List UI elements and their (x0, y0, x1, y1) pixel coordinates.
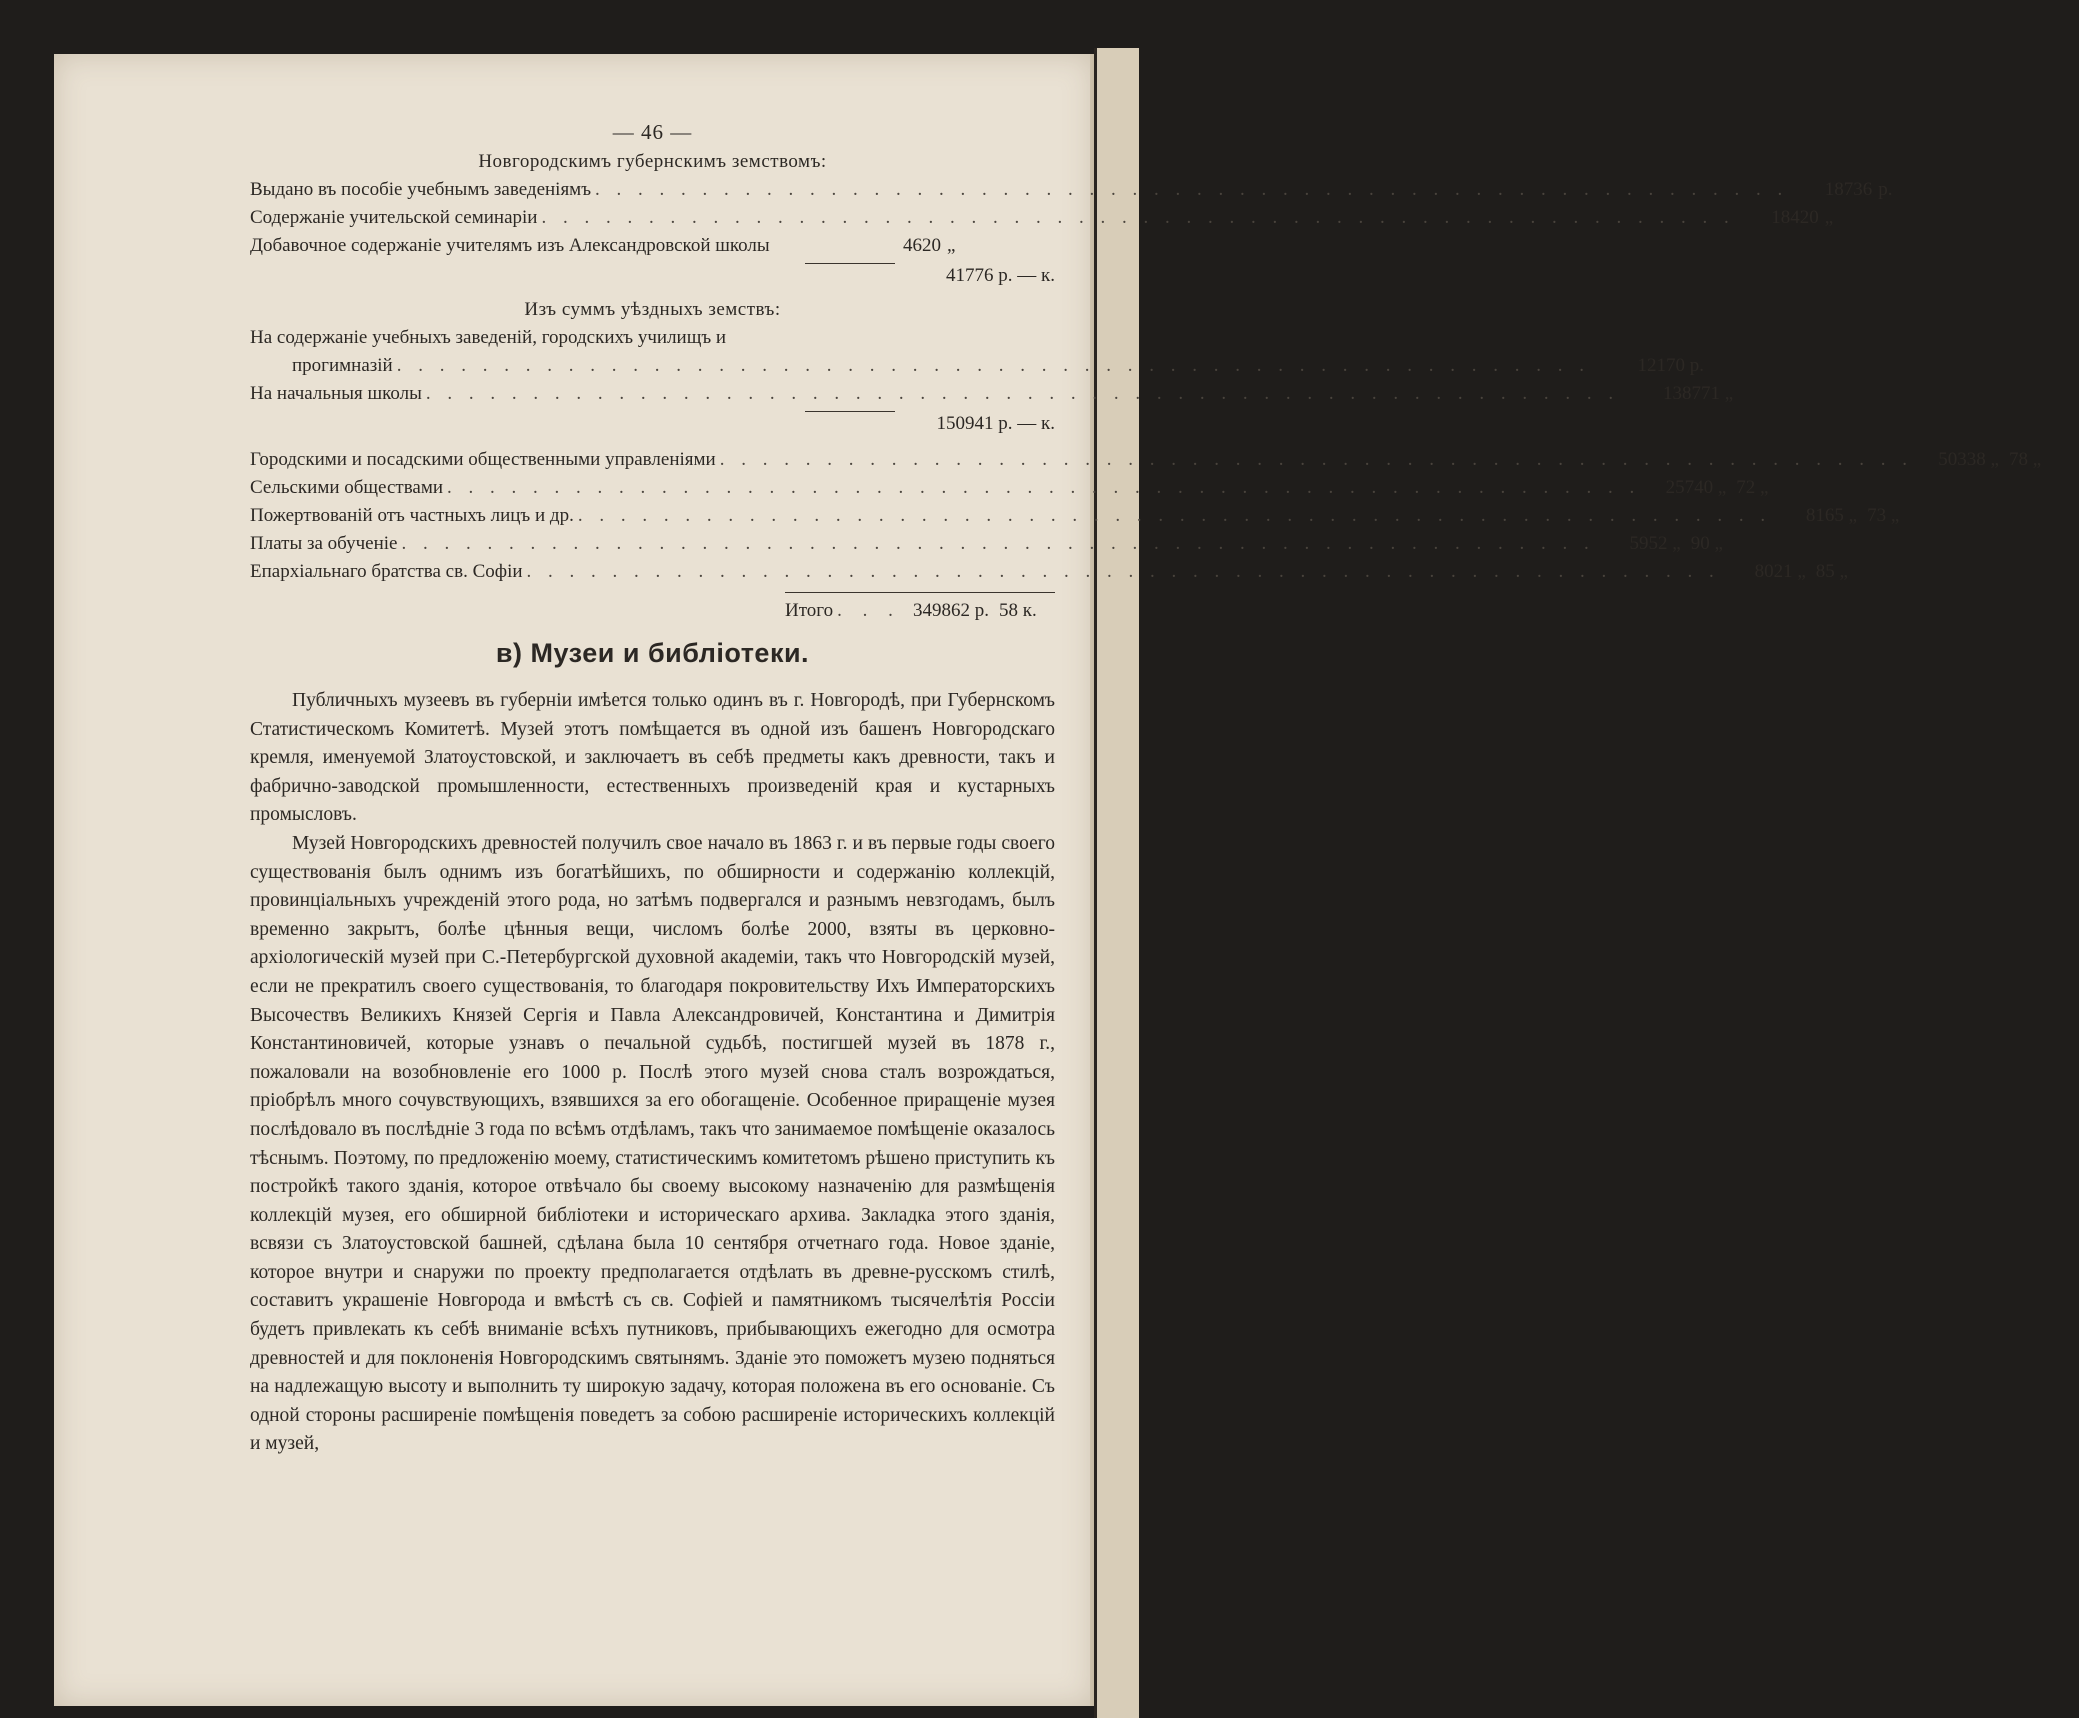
row-suffix: р. (1878, 179, 1893, 200)
grand-total-rule (785, 592, 1055, 593)
grand-total-row (250, 597, 1055, 625)
row-label: Содержаніе учительской семинаріи (250, 207, 538, 228)
row-amount: 5952 „ (1629, 533, 1681, 554)
row-label: прогимназій (292, 355, 393, 376)
leader-dots: . . . . . . . . . . . . . . . . . . . . . . . . . . . . . . . . . . . . . . . . . . . . . . . . . . . . . . . . (719, 449, 1913, 470)
leader-dots: . . . . . . . . . . . . . . . . . . . . . . . . . . . . . . . . . . . . . . . . . . . . . . . . . . . . . . . . (447, 477, 1641, 498)
row-kop: 78 „ (2008, 449, 2042, 470)
row-amount: 8021 „ (1754, 561, 1806, 582)
section2-row (250, 380, 1734, 408)
row-label: На начальныя школы (250, 383, 422, 404)
row-kop: 73 „ (1867, 505, 1900, 526)
section1-row (250, 232, 1055, 260)
adjacent-page-edge (1094, 48, 1139, 1718)
grand-total-kop: 58 к. (999, 600, 1037, 621)
row-amount: 18736 (1824, 179, 1873, 200)
leader-dots: . . . . . . . . . . . . . . . . . . . . . . . . . . . . . . . . . . . . . . . . . . . . . . . . . . . . . . . . (401, 533, 1595, 554)
page-number: — 46 — (612, 120, 693, 144)
row-label: Платы за обученіе (250, 533, 398, 554)
row-kop: 90 „ (1690, 533, 1723, 554)
sum-rule (805, 411, 895, 412)
row-kop: 72 „ (1736, 477, 1769, 498)
row-label: Выдано въ пособіе учебнымъ заведеніямъ (250, 179, 592, 200)
section2-total: 150941 р. — к. (936, 413, 1055, 434)
section2-total-line (250, 408, 1055, 438)
row-label: Городскими и посадскими общественными управленіями (250, 449, 716, 470)
leader-dots: . . . (837, 600, 901, 621)
row-amount: 12170 р. (1637, 355, 1704, 376)
section1-total: 41776 р. — к. (946, 265, 1055, 286)
row-amount: 4620 (903, 235, 941, 256)
body-paragraph: Музей Новгородскихъ древностей получилъ свое начало въ 1863 г. и въ первые годы своего существованія былъ однимъ изъ богатѣйшихъ, по обширности и содержанію коллекцій, провинціальныхъ учрежденій этого рода, но затѣмъ подвергался и разнымъ невзгодамъ, былъ временно закрытъ, болѣе цѣнныя вещи, числомъ болѣе 2000, взяты въ церковно-архіологическій музей при С.-Петербургской духовной академіи, такъ что Новгородскій музей, если не прекратилъ своего существованія, то благодаря покровительству Ихъ Императорскихъ Высочествъ Великихъ Князей Сергія и Павла Александровичей, Константина и Димитрія Константиновичей, которые узнавъ о печальной судьбѣ, постигшей музей въ 1878 г., пожаловали на возобновленіе его 1000 р. Послѣ этого музей снова сталъ возрождаться, пріобрѣлъ много сочувствующихъ, взявшихся за его обогащеніе. Особенное приращеніе музея послѣдовало въ послѣдніе 3 года по всѣмъ отдѣламъ, такъ что занимаемое помѣщеніе оказалось тѣснымъ. Поэтому, по предложенію моему, статистическимъ комитетомъ рѣшено приступить къ постройкѣ такого зданія, которое отвѣчало бы своему высокому назначенію для размѣщенія коллекцій музея, его обширной библіотеки и историческаго архива. Закладка этого зданія, всвязи съ Златоустовской башней, сдѣлана была 10 сентября отчетнаго года. Новое зданіе, которое внутри и снаружи по проекту предполагается отдѣлать въ древне-русскомъ стилѣ, составитъ украшеніе Новгорода и вмѣстѣ съ св. Софіей и памятникомъ тысячелѣтія Россіи будетъ привлекать къ себѣ вниманіе всѣхъ путниковъ, прибывающихъ ежегодно для осмотра древностей и для поклоненія Новгородскимъ святынямъ. Зданіе это поможетъ музею подняться на надлежащую высоту и выполнить ту широкую задачу, которая положена въ его основаніе. Съ одной стороны расширеніе помѣщенія поведетъ за собою расширеніе историческихъ коллекцій и музей, (250, 832, 1055, 1455)
row-amount: 18420 (1771, 207, 1819, 228)
section3-row (250, 530, 1723, 558)
row-amount: 25740 „ (1665, 477, 1727, 498)
section1-row (250, 204, 1834, 232)
section1-row (250, 176, 1893, 204)
section2-row (250, 324, 1055, 352)
row-label: На содержаніе учебныхъ заведеній, городскихъ училищъ и (250, 327, 727, 348)
section3-row (250, 446, 2042, 474)
leader-dots: . . . . . . . . . . . . . . . . . . . . . . . . . . . . . . . . . . . . . . . . . . . . . . . . . . . . . . . . (425, 383, 1620, 404)
row-label: Епархіальнаго братства св. Софіи (250, 561, 523, 582)
row-amount: 8165 „ (1805, 505, 1858, 526)
leader-dots: . . . . . . . . . . . . . . . . . . . . . . . . . . . . . . . . . . . . . . . . . . . . . . . . . . . . . . . . (541, 207, 1735, 228)
row-label: Добавочное содержаніе учителямъ изъ Александровской школы (250, 235, 770, 256)
grand-total-label: Итого (785, 600, 834, 621)
section3-row (250, 502, 1900, 530)
section1-title: Новгородскимъ губернскимъ земствомъ: (478, 151, 827, 172)
section2-title: Изъ суммъ уѣздныхъ земствъ: (524, 299, 781, 320)
row-kop: 85 „ (1815, 561, 1848, 582)
sum-rule (805, 263, 895, 264)
row-amount: 138771 „ (1662, 383, 1734, 404)
section2-row (250, 352, 1704, 380)
page-content (250, 118, 2042, 1459)
section3-row (250, 558, 1848, 586)
row-suffix: „ (947, 235, 956, 256)
leader-dots: . . . . . . . . . . . . . . . . . . . . . . . . . . . . . . . . . . . . . . . . . . . . . . . . . . . . . . . . (396, 355, 1590, 376)
row-label: Пожертвованій отъ частныхъ лицъ и др. (250, 505, 574, 526)
leader-dots: . . . . . . . . . . . . . . . . . . . . . . . . . . . . . . . . . . . . . . . . . . . . . . . . . . . . . . . . (595, 179, 1789, 200)
section-heading: в) Музеи и библіотеки. (495, 638, 810, 668)
row-label: Сельскими обществами (250, 477, 444, 498)
section3-row (250, 474, 1769, 502)
grand-total-amount: 349862 р. (913, 600, 989, 621)
leader-dots: . . . . . . . . . . . . . . . . . . . . . . . . . . . . . . . . . . . . . . . . . . . . . . . . . . . . . . . . (526, 561, 1720, 582)
row-suffix: „ (1824, 207, 1834, 228)
section1-total-line (250, 260, 1055, 290)
leader-dots: . . . . . . . . . . . . . . . . . . . . . . . . . . . . . . . . . . . . . . . . . . . . . . . . . . . . . . . . (577, 505, 1772, 526)
row-amount: 50338 „ (1938, 449, 1999, 470)
body-paragraph: Публичныхъ музеевъ въ губерніи имѣется только одинъ въ г. Новгородѣ, при Губернскомъ Статистическомъ Комитетѣ. Музей этотъ помѣщается въ одной изъ башенъ Новгородскаго кремля, именуемой Златоустовской, и заключаетъ въ себѣ предметы какъ древности, такъ и фабрично-заводской промышленности, естественныхъ произведеній края и кустарныхъ промысловъ. (250, 690, 1055, 826)
